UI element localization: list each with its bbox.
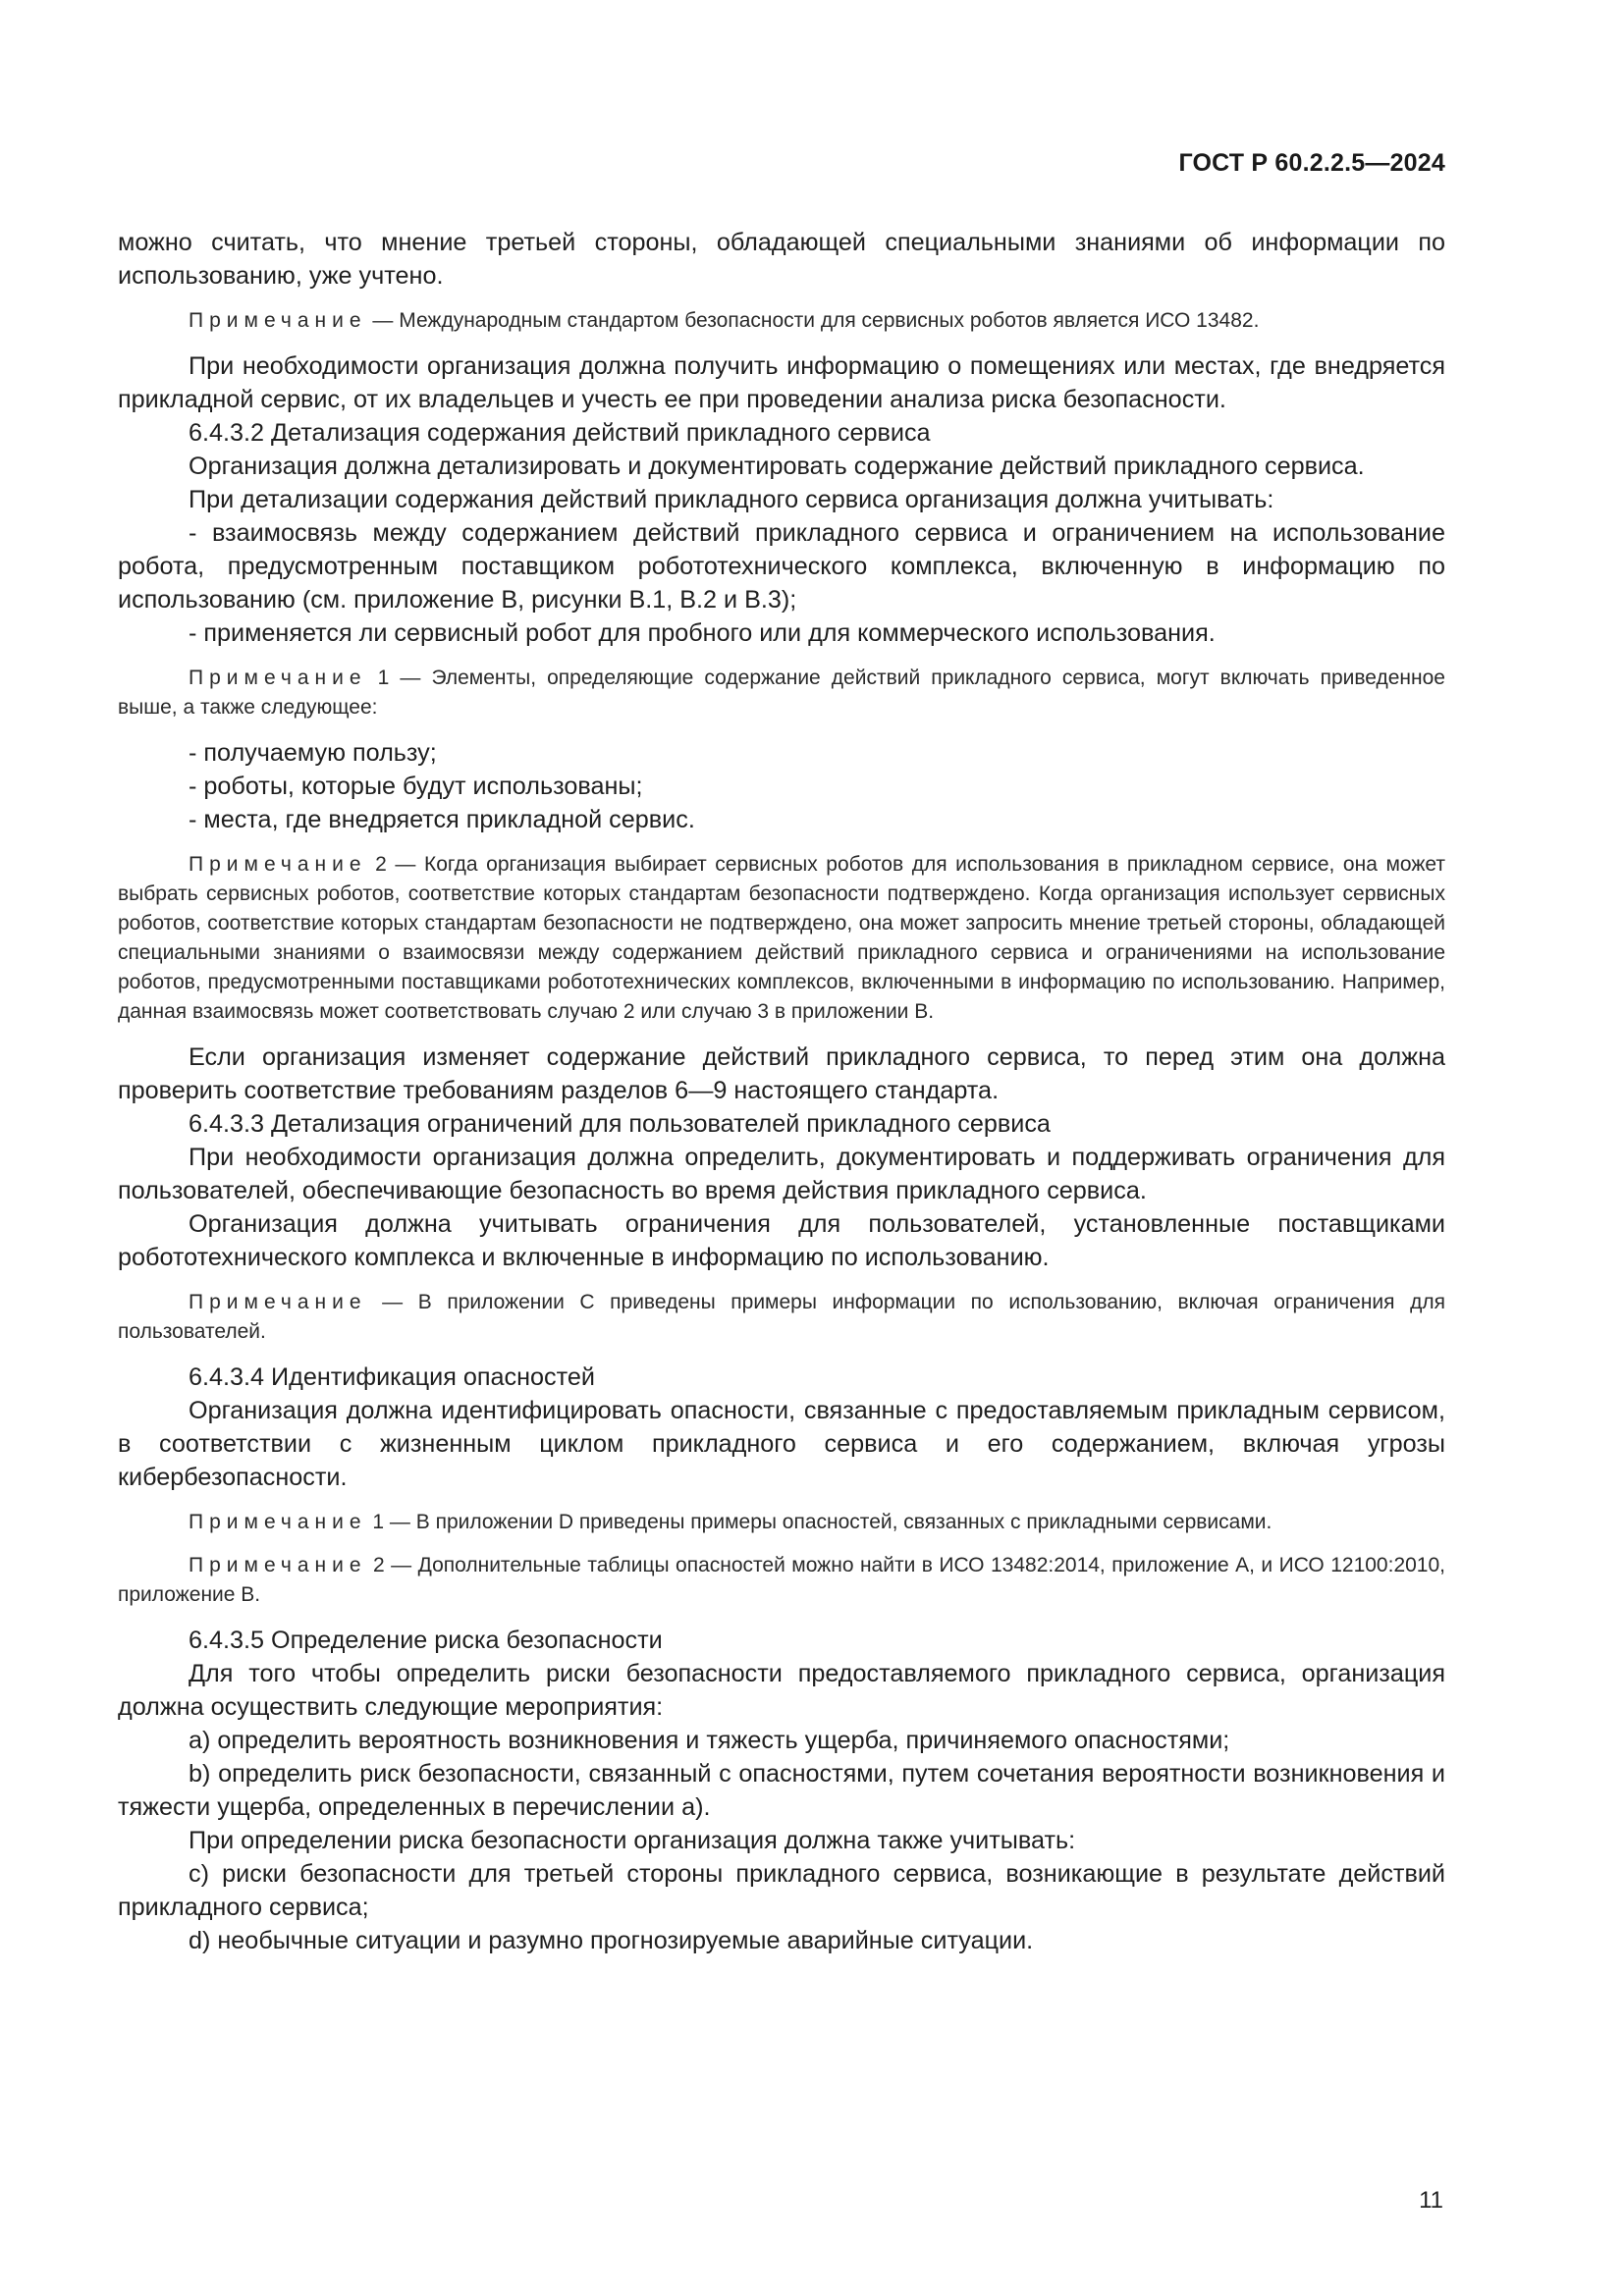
list-item-trial-commercial: - применяется ли сервисный робот для пробного или для коммерческого использования. — [189, 619, 1216, 647]
note-label: Примечание — [189, 1291, 367, 1313]
paragraph-risk-determination: Для того чтобы определить риски безопасности предоставляемого прикладного сервиса, организация должна осуществить следующие мероприятия: — [118, 1660, 1445, 1721]
list-item-places: - места, где внедряется прикладной сервис. — [189, 806, 695, 833]
note-iso-13482 — [118, 306, 1445, 336]
note-text: — В приложении С приведены примеры информации по использованию, включая ограничения для пользователей. — [118, 1291, 1445, 1343]
list-item-d: d) необычные ситуации и разумно прогнозируемые аварийные ситуации. — [189, 1927, 1034, 1954]
paragraph-continuation: можно считать, что мнение третьей стороны, обладающей специальными знаниями об информации по использованию, уже учтено. — [118, 229, 1445, 290]
list-item-benefit: - получаемую пользу; — [189, 739, 437, 767]
section-heading-6-4-3-4: 6.4.3.4 Идентификация опасностей — [189, 1363, 595, 1391]
note-text: 1 — В приложении D приведены примеры опасностей, связанных с прикладными сервисами. — [366, 1511, 1272, 1533]
paragraph-premises-info: При необходимости организация должна получить информацию о помещениях или местах, где внедряется прикладной сервис, от их владельцев и учесть ее при проведении анализа риска безопасности. — [118, 352, 1445, 413]
document-code-header: ГОСТ Р 60.2.2.5—2024 — [1178, 149, 1445, 177]
paragraph-detailing: Организация должна детализировать и документировать содержание действий прикладного сервиса. — [189, 453, 1365, 480]
list-item-robots: - роботы, которые будут использованы; — [189, 773, 643, 800]
list-item-c: c) риски безопасности для третьей стороны прикладного сервиса, возникающие в результате действий прикладного сервиса; — [118, 1860, 1445, 1921]
list-item-a: a) определить вероятность возникновения и тяжесть ущерба, причиняемого опасностями; — [189, 1727, 1230, 1754]
note-1-elements — [118, 664, 1445, 722]
note-1-appendix-d — [118, 1508, 1445, 1537]
note-label: Примечание — [189, 1511, 367, 1533]
section-heading-6-4-3-3: 6.4.3.3 Детализация ограничений для пользователей прикладного сервиса — [189, 1110, 1051, 1138]
paragraph-user-restrictions: При необходимости организация должна определить, документировать и поддерживать ограничения для пользователей, обеспечивающие безопасность во время действия прикладного сервиса. — [118, 1144, 1445, 1204]
note-2-robot-selection — [118, 850, 1445, 1027]
section-heading-6-4-3-5: 6.4.3.5 Определение риска безопасности — [189, 1627, 663, 1654]
list-item-relationship: - взаимосвязь между содержанием действий прикладного сервиса и ограничением на использование робота, предусмотренным поставщиком робототехнического комплекса, включенную в информацию по использованию (см. приложение В, рисунки В.1, В.2 и В.3); — [118, 519, 1445, 614]
page-number: 11 — [1419, 2187, 1443, 2214]
paragraph-supplier-restrictions: Организация должна учитывать ограничения для пользователей, установленные поставщиками робототехнического комплекса и включенные в информацию по использованию. — [118, 1210, 1445, 1271]
note-text: 1 — Элементы, определяющие содержание действий прикладного сервиса, могут включать приведенное выше, а также следующее: — [118, 667, 1445, 719]
list-item-b: b) определить риск безопасности, связанный с опасностями, путем сочетания вероятности возникновения и тяжести ущерба, определенных в перечислении а). — [118, 1760, 1445, 1821]
note-appendix-c — [118, 1288, 1445, 1347]
page-content — [118, 226, 1445, 1957]
note-text: 2 — Когда организация выбирает сервисных роботов для использования в прикладном сервисе, она может выбрать сервисных роботов, соответствие которых стандартам безопасности подтверждено. Когда организация использует сервисных роботов, соответствие которых стандартам безопасности не подтверждено, она может запросить мнение третьей стороны, обладающей специальными знаниями о взаимосвязи между содержанием действий прикладного сервиса и ограничениями на использование роботов, предусмотренными поставщиками робототехнических комплексов, включенными в информацию по использованию. Например, данная взаимосвязь может соответствовать случаю 2 или случаю 3 в приложении В. — [118, 853, 1445, 1023]
note-label: Примечание — [189, 1554, 367, 1576]
section-heading-6-4-3-2: 6.4.3.2 Детализация содержания действий прикладного сервиса — [189, 419, 931, 447]
paragraph-hazard-identification: Организация должна идентифицировать опасности, связанные с предоставляемым прикладным сервисом, в соответствии с жизненным циклом прикладного сервиса и его содержанием, включая угрозы кибербезопасности. — [118, 1397, 1445, 1491]
note-2-hazard-tables — [118, 1551, 1445, 1610]
note-text: 2 — Дополнительные таблицы опасностей можно найти в ИСО 13482:2014, приложение А, и ИСО 12100:2010, приложение В. — [118, 1554, 1445, 1606]
paragraph-detailing-consider: При детализации содержания действий прикладного сервиса организация должна учитывать: — [189, 486, 1274, 513]
note-label: Примечание — [189, 853, 367, 876]
note-label: Примечание — [189, 309, 367, 332]
note-text: — Международным стандартом безопасности для сервисных роботов является ИСО 13482. — [366, 309, 1260, 332]
paragraph-also-consider: При определении риска безопасности организация должна также учитывать: — [189, 1827, 1076, 1854]
note-label: Примечание — [189, 667, 367, 689]
paragraph-change-content: Если организация изменяет содержание действий прикладного сервиса, то перед этим она должна проверить соответствие требованиям разделов 6—9 настоящего стандарта. — [118, 1043, 1445, 1104]
